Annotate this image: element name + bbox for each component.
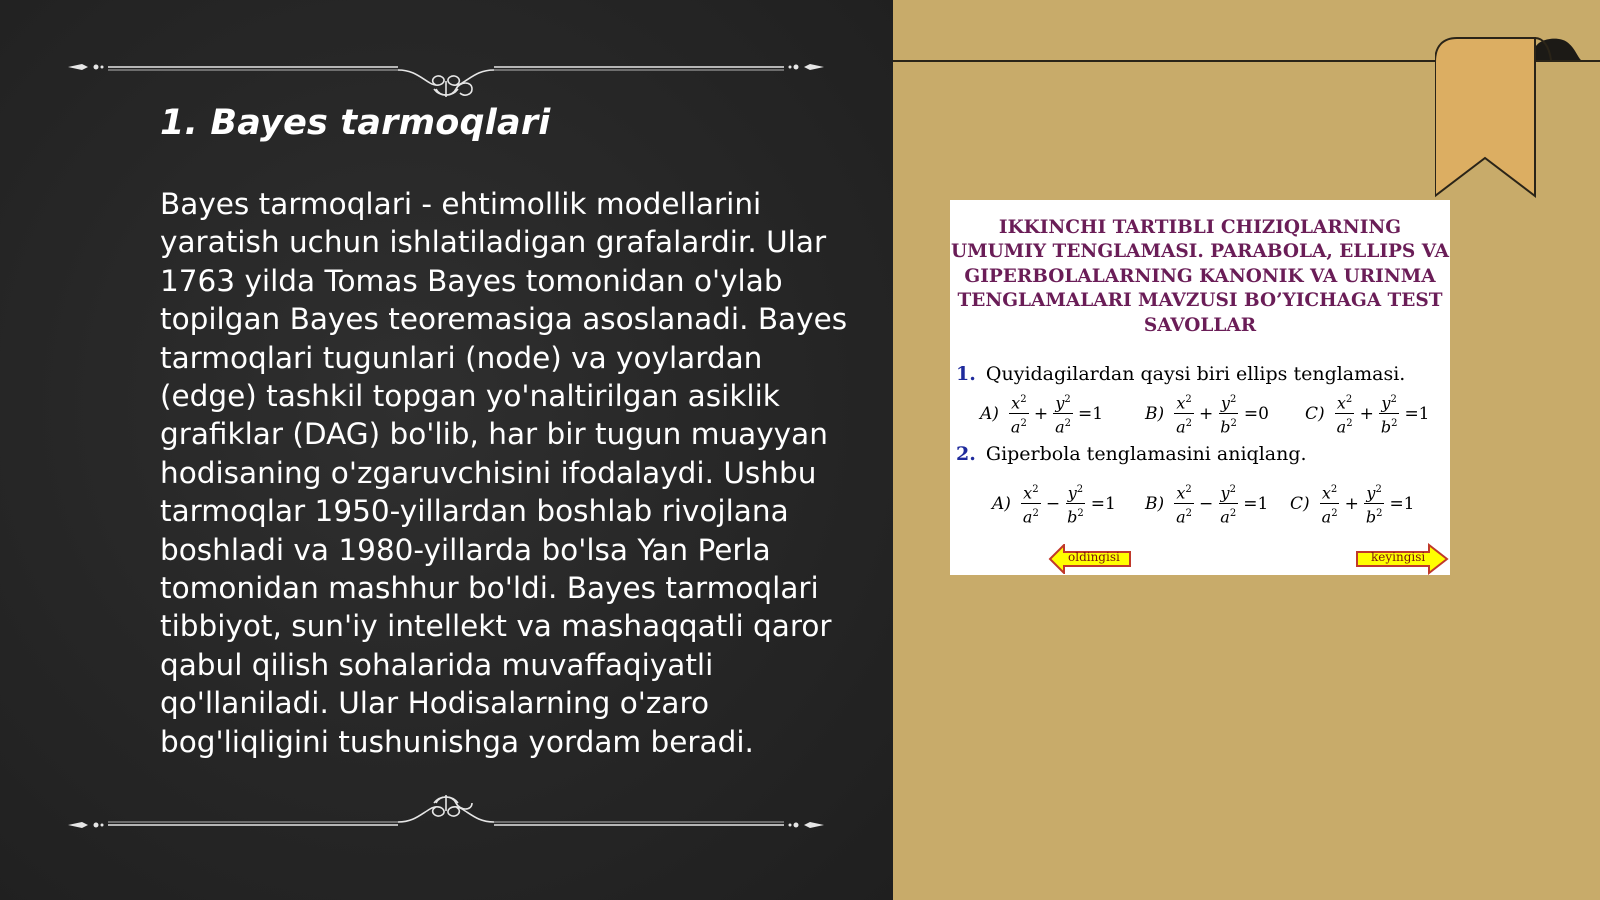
- option-a: A) $\frac{x^2}{a^2}$ + $\frac{y^2}{a^2}$ =1: [980, 390, 1106, 438]
- option-b: B) $\frac{x^2}{a^2}$ − $\frac{y^2}{a^2}$ =1: [1145, 480, 1271, 528]
- option-letter: B): [1145, 403, 1165, 424]
- question-number: 1.: [956, 363, 976, 385]
- fraction: $\frac{y^2}{b^2}$: [1218, 390, 1239, 438]
- fraction: $\frac{x^2}{a^2}$: [1009, 390, 1029, 438]
- question-1: [956, 363, 1405, 385]
- top-ornament-divider: [68, 37, 824, 97]
- next-button[interactable]: [1355, 543, 1449, 573]
- bookmark-ribbon-icon: [1435, 36, 1585, 201]
- test-questions-image: [950, 200, 1450, 575]
- slide-title: 1. Bayes tarmoqlari: [160, 103, 551, 143]
- next-label: keyingisi: [1371, 550, 1426, 564]
- option-letter: A): [980, 403, 999, 424]
- question-1-options: [950, 390, 1450, 446]
- question-number: 2.: [956, 443, 976, 465]
- fraction: $\frac{x^2}{a^2}$: [1174, 480, 1194, 528]
- fraction: $\frac{x^2}{a^2}$: [1335, 390, 1355, 438]
- question-2: [956, 443, 1307, 465]
- option-c: C) $\frac{x^2}{a^2}$ + $\frac{y^2}{b^2}$ =1: [1290, 480, 1418, 528]
- slide-body-text: Bayes tarmoqlari - ehtimollik modellarini yaratish uchun ishlatiladigan grafalardir. Ular 1763 yilda Tomas Bayes tomonidan o'ylab topilgan Bayes teoremasiga asoslanadi. Bayes tarmoqlari tugunlari (node) va yoylardan (edge) tashkil topgan yo'naltirilgan asiklik grafiklar (DAG) bo'lib, har bir tugun muayyan hodisaning o'zgaruvchisini ifodalaydi. Ushbu tarmoqlar 1950-yillardan boshlab rivojlana boshladi va 1980-yillarda bo'lsa Yan Perla tomonidan mashhur bo'ldi. Bayes tarmoqlari tibbiyot, sun'iy intellekt va mashaqqatli qaror qabul qilish sohalarida muvaffaqiyatli qo'llaniladi. Ular Hodisalarning o'zaro bog'liqligini tushunishga yordam beradi.: [160, 187, 848, 759]
- test-title: IKKINCHI TARTIBLI CHIZIQLARNING UMUMIY TENGLAMASI. PARABOLA, ELLIPS VA GIPERBOLALARNING KANONIK VA URINMA TENGLAMALARI MAVZUSI BO’YICHAGA TEST SAVOLLAR: [951, 217, 1449, 336]
- bottom-ornament-divider: [68, 795, 824, 855]
- fraction: $\frac{y^2}{a^2}$: [1218, 480, 1238, 528]
- prev-button[interactable]: [1048, 544, 1132, 574]
- question-text: Giperbola tenglamasini aniqlang.: [985, 443, 1307, 465]
- option-c: C) $\frac{x^2}{a^2}$ + $\frac{y^2}{b^2}$ =1: [1305, 390, 1433, 438]
- option-letter: A): [992, 493, 1011, 514]
- fraction: $\frac{y^2}{b^2}$: [1364, 480, 1385, 528]
- prev-label: oldingisi: [1068, 550, 1120, 564]
- question-text: Quyidagilardan qaysi biri ellips tenglamasi.: [985, 363, 1406, 385]
- question-2-options: [950, 480, 1450, 536]
- option-a: A) $\frac{x^2}{a^2}$ − $\frac{y^2}{b^2}$ =1: [992, 480, 1119, 528]
- option-letter: C): [1290, 493, 1310, 514]
- fraction: $\frac{x^2}{a^2}$: [1021, 480, 1041, 528]
- fraction: $\frac{y^2}{b^2}$: [1379, 390, 1400, 438]
- option-b: B) $\frac{x^2}{a^2}$ + $\frac{y^2}{b^2}$ =0: [1145, 390, 1272, 438]
- option-letter: B): [1145, 493, 1165, 514]
- fraction: $\frac{x^2}{a^2}$: [1320, 480, 1340, 528]
- fraction: $\frac{x^2}{a^2}$: [1174, 390, 1194, 438]
- fraction: $\frac{y^2}{b^2}$: [1065, 480, 1086, 528]
- option-letter: C): [1305, 403, 1325, 424]
- fraction: $\frac{y^2}{a^2}$: [1053, 390, 1073, 438]
